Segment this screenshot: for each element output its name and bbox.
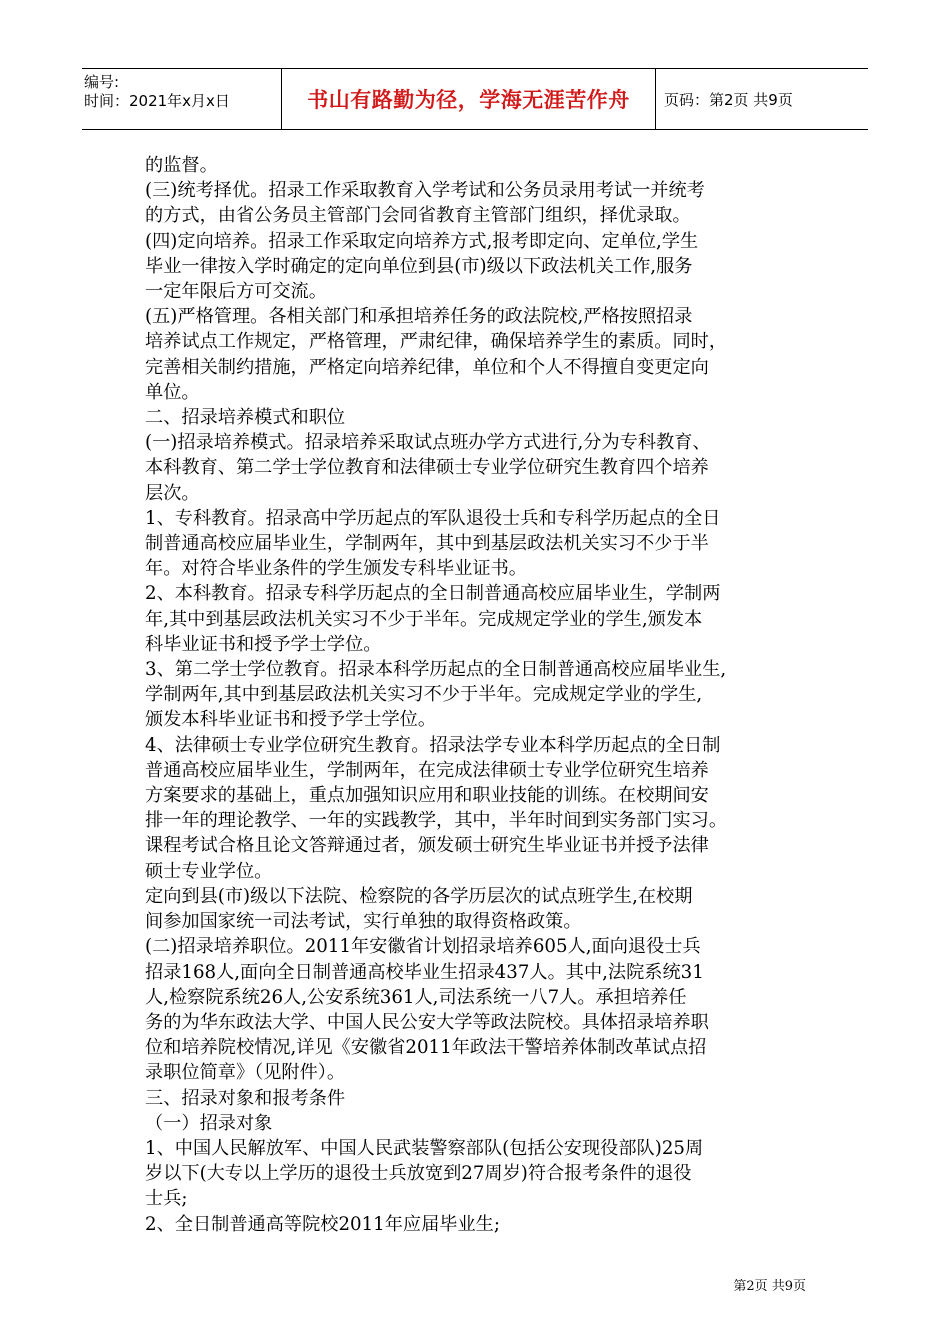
paragraph: 2、全日制普通高等院校2011年应届毕业生; xyxy=(145,1213,500,1235)
document-body xyxy=(145,153,825,1237)
section-heading: 三、招录对象和报考条件 xyxy=(145,1087,346,1109)
section-heading: 二、招录培养模式和职位 xyxy=(145,407,346,429)
paragraph: 4、法律硕士专业学位研究生教育。招录法学专业本科学历起点的全日制 普通高校应届毕业生，学制两年，在完成法律硕士专业学位研究生培养 方案要求的基础上，重点加强知识应用和职业技能的训练。在校期间安 排一年的理论教学、一年的实践教学，其中，半年时间到实务部门实习。 课程考试合格且论文答辩通过者，颁发硕士研究生毕业证书并授予法律 硕士专业学位。 xyxy=(145,734,728,882)
paragraph: 2、本科教育。招录专科学历起点的全日制普通高校应届毕业生，学制两 年,其中到基层政法机关实习不少于半年。完成规定学业的学生,颁发本 科毕业证书和授予学士学位。 xyxy=(145,583,721,655)
paragraph: (二)招录培养职位。2011年安徽省计划招录培养605人,面向退役士兵 招录168人,面向全日制普通高校毕业生招录437人。其中,法院系统31 人,检察院系统26人,公安系统361人,司法系统一八7人。承担培养任 务的为华东政法大学、中国人民公安大学等政法院校。具体招录培养职 位和培养院校情况,详见《安徽省2011年政法干警培养体制改革试点招 录职位简章》（见附件）。 xyxy=(145,936,709,1084)
paragraph: (一)招录培养模式。招录培养采取试点班办学方式进行,分为专科教育、 本科教育、第二学士学位教育和法律硕士专业学位研究生教育四个培养 层次。 xyxy=(145,432,711,504)
header-motto: 书山有路勤为径，学海无涯苦作舟 xyxy=(307,88,630,112)
header-meta xyxy=(82,69,282,129)
paragraph: 1、专科教育。招录高中学历起点的军队退役士兵和专科学历起点的全日 制普通高校应届毕业生，学制两年，其中到基层政法机关实习不少于半 年。对符合毕业条件的学生颁发专科毕业证书。 xyxy=(145,507,721,580)
header-motto-cell xyxy=(282,69,656,129)
document-number: 编号: xyxy=(84,73,120,91)
paragraph: 的监督。 xyxy=(145,155,218,176)
paragraph: (三)统考择优。招录工作采取教育入学考试和公务员录用考试一并统考 的方式，由省公务员主管部门会同省教育主管部门组织，择优录取。 xyxy=(145,180,705,227)
page-header xyxy=(82,68,868,130)
paragraph: (四)定向培养。招录工作采取定向培养方式,报考即定向、定单位,学生 毕业一律按入学时确定的定向单位到县(市)级以下政法机关工作,服务 一定年限后方可交流。 xyxy=(145,230,699,303)
paragraph: 1、中国人民解放军、中国人民武装警察部队(包括公安现役部队)25周 岁以下(大专以上学历的退役士兵放宽到27周岁)符合报考条件的退役 士兵; xyxy=(145,1137,704,1210)
subsection-heading: （一）招录对象 xyxy=(145,1112,273,1134)
paragraph: 3、第二学士学位教育。招录本科学历起点的全日制普通高校应届毕业生, 学制两年,其中到基层政法机关实习不少于半年。完成规定学业的学生, 颁发本科毕业证书和授予学士学位。 xyxy=(145,659,727,731)
document-date: 时间：2021年x月x日 xyxy=(84,92,230,110)
paragraph: 定向到县(市)级以下法院、检察院的各学历层次的试点班学生,在校期 间参加国家统一司法考试，实行单独的取得资格政策。 xyxy=(145,885,693,933)
header-page-number: 页码：第2页 共9页 xyxy=(664,90,793,109)
page-footer: 第2页 共9页 xyxy=(733,1279,806,1294)
header-page-cell xyxy=(656,69,868,129)
paragraph: (五)严格管理。各相关部门和承担培养任务的政法院校,严格按照招录 培养试点工作规定，严格管理，严肃纪律，确保培养学生的素质。同时， 完善相关制约措施，严格定向培养纪律，单位和个人不得擅自变更定向 单位。 xyxy=(145,306,728,403)
